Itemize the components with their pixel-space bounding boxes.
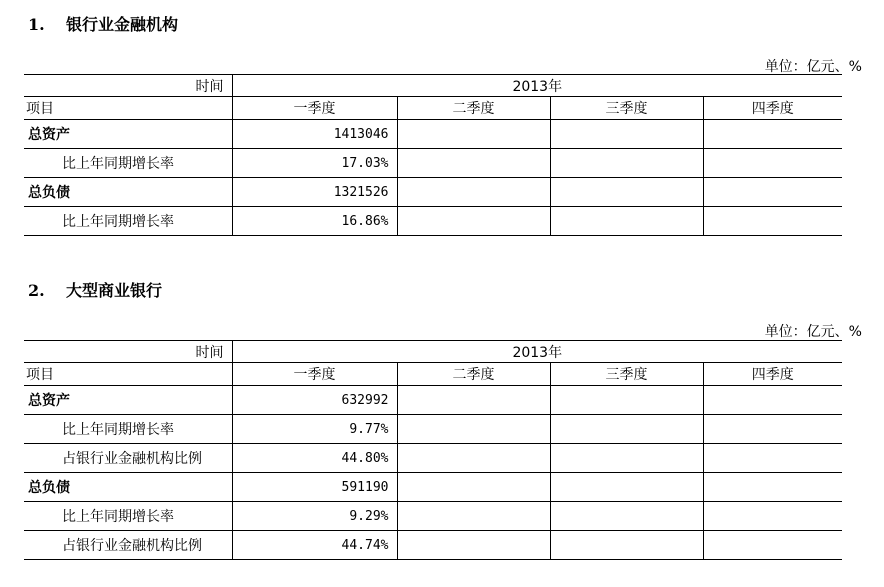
- header-time-label: 时间: [24, 341, 232, 363]
- row-q3-value: [550, 415, 703, 444]
- row-q3-value: [550, 502, 703, 531]
- row-q3-value: [550, 473, 703, 502]
- row-q1-value: 1413046: [232, 120, 397, 149]
- table-row: [24, 386, 842, 415]
- row-q2-value: [397, 531, 550, 560]
- row-q4-value: [703, 149, 842, 178]
- row-q3-value: [550, 149, 703, 178]
- row-label: 占银行业金融机构比例: [24, 444, 232, 473]
- row-q2-value: [397, 207, 550, 236]
- section-1-title: [28, 12, 178, 35]
- row-q1-value: 1321526: [232, 178, 397, 207]
- table-row: [24, 444, 842, 473]
- row-q1-value: 9.29%: [232, 502, 397, 531]
- row-q4-value: [703, 178, 842, 207]
- row-label: 比上年同期增长率: [24, 149, 232, 178]
- table-row: [24, 178, 842, 207]
- row-q2-value: [397, 473, 550, 502]
- header-item-label: 项目: [24, 363, 232, 386]
- table-header-row: [24, 363, 842, 386]
- header-q2: 二季度: [397, 97, 550, 120]
- header-item-label: 项目: [24, 97, 232, 120]
- header-year: 2013年: [232, 75, 842, 97]
- table-row: [24, 415, 842, 444]
- table-row: [24, 473, 842, 502]
- row-q4-value: [703, 207, 842, 236]
- row-label: 比上年同期增长率: [24, 415, 232, 444]
- header-q1: 一季度: [232, 97, 397, 120]
- row-q2-value: [397, 415, 550, 444]
- row-q1-value: 44.74%: [232, 531, 397, 560]
- header-q3: 三季度: [550, 363, 703, 386]
- row-q1-value: 591190: [232, 473, 397, 502]
- row-q3-value: [550, 531, 703, 560]
- row-label: 比上年同期增长率: [24, 502, 232, 531]
- header-q3: 三季度: [550, 97, 703, 120]
- table-header-row: [24, 341, 842, 363]
- row-q2-value: [397, 386, 550, 415]
- table-header-row: [24, 97, 842, 120]
- section-1-unit: 单位：亿元、%: [764, 59, 862, 75]
- row-q2-value: [397, 178, 550, 207]
- row-q3-value: [550, 444, 703, 473]
- row-label: 总资产: [24, 120, 232, 149]
- table-row: [24, 502, 842, 531]
- table-row: [24, 531, 842, 560]
- row-q1-value: 17.03%: [232, 149, 397, 178]
- section-2-heading: 大型商业银行: [66, 281, 163, 300]
- section-2-unit: 单位：亿元、%: [764, 324, 862, 340]
- row-q4-value: [703, 386, 842, 415]
- row-label: 比上年同期增长率: [24, 207, 232, 236]
- section-2-number: 2.: [28, 281, 45, 300]
- header-q1: 一季度: [232, 363, 397, 386]
- row-q2-value: [397, 502, 550, 531]
- header-year: 2013年: [232, 341, 842, 363]
- row-q3-value: [550, 120, 703, 149]
- section-1-number: 1.: [28, 15, 45, 34]
- row-q2-value: [397, 149, 550, 178]
- row-label: 总资产: [24, 386, 232, 415]
- row-q1-value: 632992: [232, 386, 397, 415]
- table-row: [24, 120, 842, 149]
- row-q4-value: [703, 415, 842, 444]
- row-q4-value: [703, 473, 842, 502]
- row-label: 总负债: [24, 178, 232, 207]
- section-1-table: [24, 74, 842, 236]
- row-q4-value: [703, 120, 842, 149]
- row-label: 总负债: [24, 473, 232, 502]
- table-header-row: [24, 75, 842, 97]
- header-time-label: 时间: [24, 75, 232, 97]
- row-q2-value: [397, 444, 550, 473]
- row-q2-value: [397, 120, 550, 149]
- table-row: [24, 207, 842, 236]
- section-2-table: [24, 340, 842, 560]
- header-q2: 二季度: [397, 363, 550, 386]
- row-q1-value: 9.77%: [232, 415, 397, 444]
- header-q4: 四季度: [703, 97, 842, 120]
- header-q4: 四季度: [703, 363, 842, 386]
- row-q4-value: [703, 444, 842, 473]
- row-q3-value: [550, 178, 703, 207]
- section-2-title: [28, 278, 162, 301]
- table-row: [24, 149, 842, 178]
- section-1-heading: 银行业金融机构: [66, 15, 179, 34]
- row-q4-value: [703, 531, 842, 560]
- row-q3-value: [550, 386, 703, 415]
- row-q3-value: [550, 207, 703, 236]
- row-label: 占银行业金融机构比例: [24, 531, 232, 560]
- row-q1-value: 16.86%: [232, 207, 397, 236]
- row-q1-value: 44.80%: [232, 444, 397, 473]
- row-q4-value: [703, 502, 842, 531]
